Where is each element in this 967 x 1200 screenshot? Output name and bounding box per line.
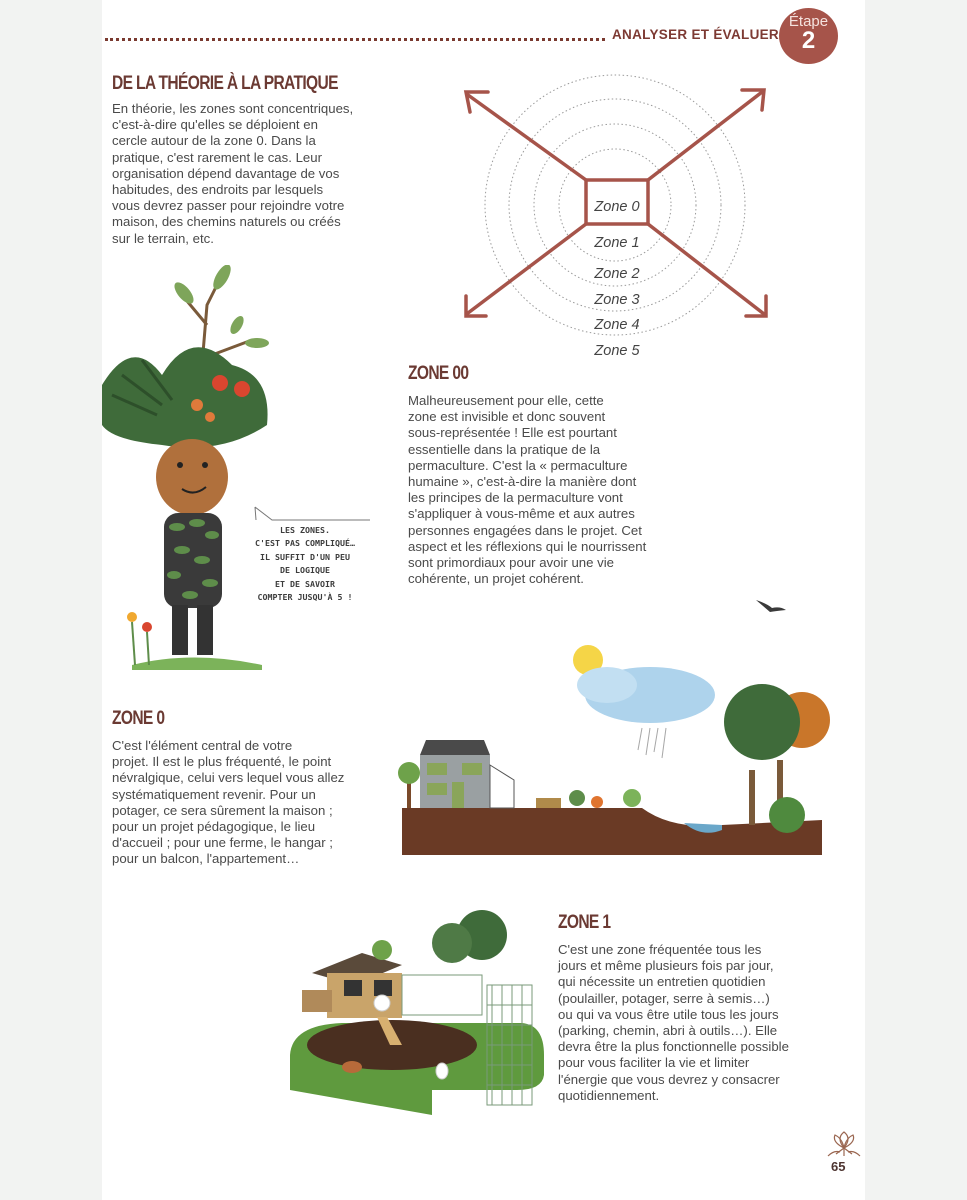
text-line: habitudes, des endroits par lesquels — [112, 182, 324, 198]
text-line: c'est-à-dire qu'elles se déploient en — [112, 117, 318, 133]
intro-body — [112, 101, 402, 247]
text-line: zone est invisible et donc souvent — [408, 409, 606, 425]
zone1-body — [558, 942, 848, 1104]
text-line: cercle autour de la zone 0. Dans la — [112, 133, 316, 149]
text-line: maison, des chemins naturels ou créés — [112, 214, 341, 230]
text-line: les principes de la permaculture vont — [408, 490, 623, 506]
dotted-rule — [105, 38, 605, 41]
zone00-title: ZONE 00 — [408, 363, 469, 384]
zone0-section — [112, 708, 392, 868]
zone00-body — [408, 393, 718, 587]
etape-badge — [779, 8, 838, 64]
text-line: pour un balcon, l'appartement… — [112, 851, 300, 867]
intro-section — [112, 73, 402, 247]
text-line: d'accueil ; pour une ferme, le hangar ; — [112, 835, 333, 851]
bird-illustration — [754, 598, 788, 614]
text-line: En théorie, les zones sont concentriques, — [112, 101, 354, 116]
text-line: personnes engagées dans le projet. Cet — [408, 522, 642, 538]
plant-character-illustration — [102, 265, 282, 675]
text-line: pour vous faciliter la vie et limiter — [558, 1055, 750, 1071]
etape-number: 2 — [801, 27, 816, 54]
zone-label: Zone 1 — [594, 235, 640, 251]
text-line: Malheureusement pour elle, cette — [408, 393, 604, 408]
text-line: permaculture. C'est la « permaculture — [408, 457, 628, 473]
zone1-section — [558, 912, 848, 1104]
zone00-section — [408, 363, 718, 587]
text-line: jours et même plusieurs fois par jour, — [558, 958, 774, 974]
speech-line: DE LOGIQUE — [280, 565, 330, 576]
text-line: névralgique, celui vers lequel vous allez — [112, 770, 345, 786]
intro-title: DE LA THÉORIE À LA PRATIQUE — [112, 73, 338, 94]
speech-bubble — [240, 505, 370, 605]
text-line: sont primordiaux pour avoir une vie — [408, 555, 614, 571]
zone-label: Zone 4 — [594, 317, 640, 333]
text-line: qui nécessite un entretien quotidien — [558, 974, 766, 990]
speech-line: LES ZONES. — [280, 525, 330, 535]
speech-text — [240, 524, 370, 604]
text-line: ou qui va vous être utile tous les jours — [558, 1006, 779, 1022]
text-line: cohérente, un projet cohérent. — [408, 571, 584, 587]
zone1-title: ZONE 1 — [558, 912, 611, 933]
lotus-flower-icon — [826, 1130, 862, 1160]
zone-label: Zone 0 — [594, 199, 640, 215]
text-line: potager, ce sera sûrement la maison ; — [112, 802, 333, 818]
zone-label: Zone 5 — [594, 343, 640, 359]
zone0-title: ZONE 0 — [112, 708, 165, 729]
text-line: s'appliquer à vous-même et aux autres — [408, 506, 635, 522]
zones-diagram — [450, 70, 790, 370]
text-line: l'énergie que vous devrez y consacrer — [558, 1071, 780, 1087]
text-line: systématiquement revenir. Pour un — [112, 786, 316, 802]
text-line: vous devrez passer pour rejoindre votre — [112, 198, 345, 214]
text-line: pratique, c'est rarement le cas. Leur — [112, 149, 322, 165]
text-line: (poulailler, potager, serre à semis…) — [558, 990, 770, 1006]
landscape-illustration — [392, 640, 832, 860]
text-line: devra être la plus fonctionnelle possible — [558, 1039, 789, 1055]
text-line: essentielle dans la pratique de la — [408, 441, 601, 457]
speech-line: COMPTER JUSQU'À 5 ! — [257, 592, 353, 603]
concentric-zones-graphic — [450, 70, 790, 370]
speech-line: C'EST PAS COMPLIQUÉ… — [255, 538, 355, 549]
speech-line: ET DE SAVOIR — [275, 578, 335, 589]
text-line: C'est une zone fréquentée tous les — [558, 942, 762, 957]
book-page — [102, 0, 865, 1200]
zone-label: Zone 3 — [594, 292, 640, 308]
text-line: quotidiennement. — [558, 1087, 660, 1103]
page-number: 65 — [831, 1159, 846, 1174]
text-line: (parking, chemin, abri à outils…). Elle — [558, 1023, 778, 1039]
zone0-body — [112, 738, 392, 868]
text-line: C'est l'élément central de votre — [112, 738, 293, 753]
text-line: aspect et les réflexions qui le nourrissent — [408, 538, 647, 554]
text-line: projet. Il est le plus fréquenté, le point — [112, 754, 332, 770]
text-line: pour un projet pédagogique, le lieu — [112, 819, 316, 835]
text-line: organisation dépend davantage de vos — [112, 165, 340, 181]
zone-label: Zone 2 — [594, 266, 640, 282]
etape-label: Étape — [788, 13, 829, 30]
text-line: humaine », c'est-à-dire la manière dont — [408, 474, 637, 490]
text-line: sur le terrain, etc. — [112, 230, 214, 246]
speech-line: IL SUFFIT D'UN PEU — [260, 551, 350, 562]
text-line: sous-représentée ! Elle est pourtant — [408, 425, 617, 441]
chicken-coop-illustration — [282, 905, 552, 1125]
section-title: ANALYSER ET ÉVALUER — [612, 27, 779, 42]
